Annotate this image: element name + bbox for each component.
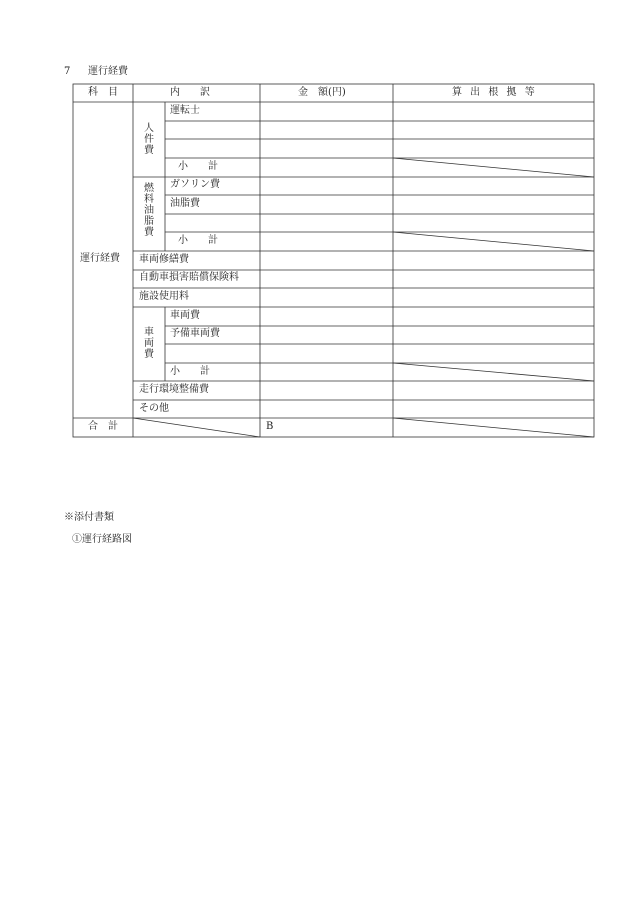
row-environment: 走行環境整備費 — [139, 384, 209, 395]
group-vehicle: 車両費 — [144, 327, 154, 360]
group-personnel: 人件費 — [144, 123, 154, 156]
total-amount: B — [266, 421, 274, 432]
row-fuel-subtotal: 小 計 — [178, 235, 218, 246]
section-number: 7 — [64, 66, 71, 77]
row-spare-vehicle: 予備車両費 — [170, 328, 220, 339]
row-facility: 施設使用料 — [139, 291, 189, 302]
row-other: その他 — [139, 403, 169, 414]
header-basis: 算 出 根 拠 等 — [452, 87, 538, 98]
row-vehicle-cost: 車両費 — [170, 310, 200, 321]
section-title: 運行経費 — [88, 66, 128, 77]
row-repair: 車両修繕費 — [139, 254, 189, 265]
header-category: 科 目 — [88, 87, 118, 98]
row-personnel-subtotal: 小 計 — [178, 161, 218, 172]
attachment-item: ①運行経路図 — [72, 534, 132, 545]
header-amount: 金 額(円) — [298, 87, 346, 98]
row-gasoline: ガソリン費 — [170, 179, 220, 190]
row-vehicle-subtotal: 小 計 — [170, 366, 210, 377]
total-label: 合 計 — [88, 421, 118, 432]
row-driver: 運転士 — [170, 105, 200, 116]
category-operating-expenses: 運行経費 — [80, 253, 120, 264]
header-breakdown: 内 訳 — [170, 87, 210, 98]
row-insurance: 自動車損害賠償保険料 — [139, 272, 239, 283]
group-fuel: 燃料油脂費 — [144, 183, 154, 238]
row-oil: 油脂費 — [170, 198, 200, 209]
attachments-heading: ※添付書類 — [64, 512, 114, 523]
